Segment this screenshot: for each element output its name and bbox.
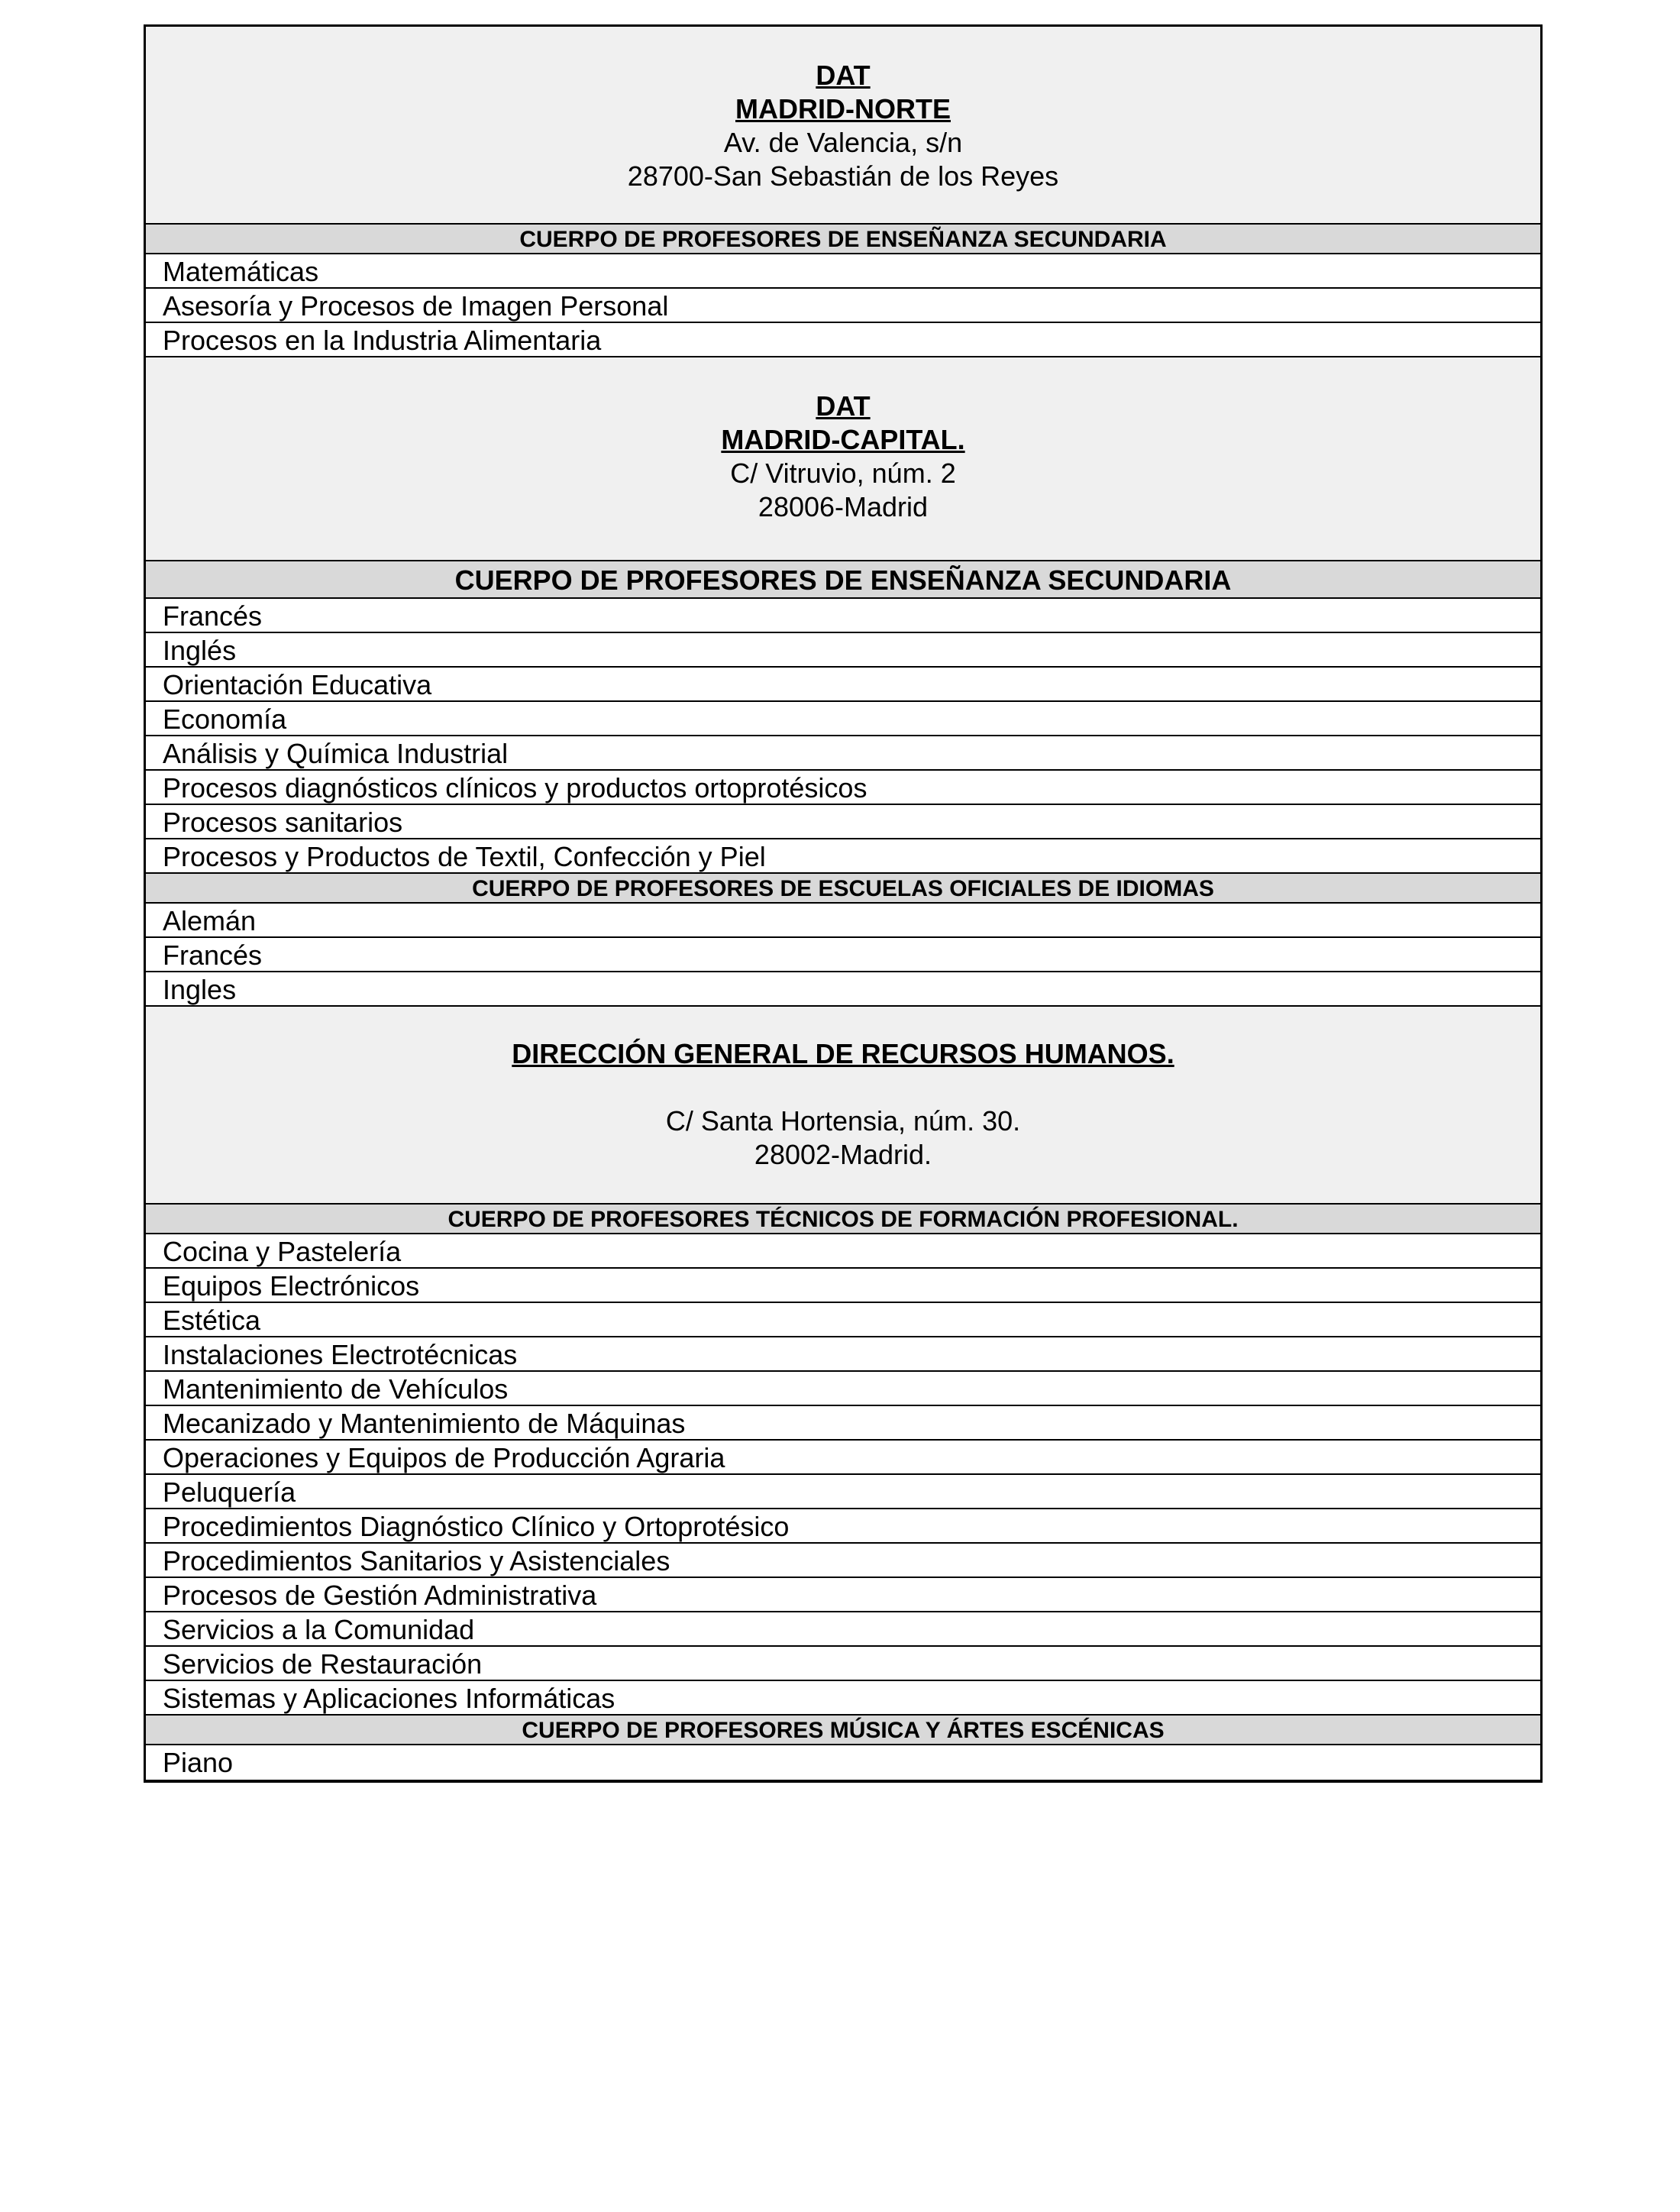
office-city: 28700-San Sebastián de los Reyes — [627, 160, 1059, 192]
office-address: Av. de Valencia, s/n — [723, 127, 963, 158]
specialty-row: Mantenimiento de Vehículos — [146, 1372, 1540, 1406]
office-header-dg-recursos-humanos — [146, 1007, 1540, 1205]
office-city: 28006-Madrid — [758, 491, 929, 522]
office-type: DAT — [816, 390, 871, 422]
specialty-row: Francés — [146, 599, 1540, 633]
specialty-row: Procesos en la Industria Alimentaria — [146, 323, 1540, 357]
specialty-row: Francés — [146, 938, 1540, 972]
specialty-row: Cocina y Pastelería — [146, 1234, 1540, 1269]
section-heading: CUERPO DE PROFESORES DE ENSEÑANZA SECUNDARIA — [146, 225, 1540, 254]
office-address: C/ Vitruvio, núm. 2 — [730, 458, 956, 489]
specialty-row: Procedimientos Sanitarios y Asistenciales — [146, 1544, 1540, 1578]
office-type: DAT — [816, 60, 871, 91]
specialty-row: Peluquería — [146, 1475, 1540, 1509]
specialty-row: Servicios de Restauración — [146, 1647, 1540, 1681]
specialty-row: Ingles — [146, 972, 1540, 1007]
specialty-row: Inglés — [146, 633, 1540, 668]
office-city: 28002-Madrid. — [754, 1139, 932, 1170]
specialty-row: Sistemas y Aplicaciones Informáticas — [146, 1681, 1540, 1716]
office-name: DIRECCIÓN GENERAL DE RECURSOS HUMANOS. — [512, 1038, 1174, 1069]
section-heading: CUERPO DE PROFESORES TÉCNICOS DE FORMACIÓN PROFESIONAL. — [146, 1205, 1540, 1234]
section-heading: CUERPO DE PROFESORES DE ENSEÑANZA SECUNDARIA — [146, 561, 1540, 599]
section-heading: CUERPO DE PROFESORES MÚSICA Y ÁRTES ESCÉNICAS — [146, 1716, 1540, 1745]
specialty-row: Servicios a la Comunidad — [146, 1612, 1540, 1647]
specialty-row: Economía — [146, 702, 1540, 736]
specialty-row: Procesos diagnósticos clínicos y productos ortoprotésicos — [146, 771, 1540, 805]
specialty-row: Asesoría y Procesos de Imagen Personal — [146, 289, 1540, 323]
office-name: MADRID-NORTE — [735, 93, 951, 125]
specialty-row: Operaciones y Equipos de Producción Agraria — [146, 1441, 1540, 1475]
specialty-row: Procedimientos Diagnóstico Clínico y Ortoprotésico — [146, 1509, 1540, 1544]
specialty-row: Estética — [146, 1303, 1540, 1337]
specialty-row: Instalaciones Electrotécnicas — [146, 1337, 1540, 1372]
spacer — [146, 1071, 1540, 1104]
specialty-row: Procesos sanitarios — [146, 805, 1540, 839]
office-header-madrid-capital — [146, 357, 1540, 561]
specialty-row: Piano — [163, 1747, 234, 1778]
office-header-madrid-norte — [146, 27, 1540, 225]
specialty-row: Mecanizado y Mantenimiento de Máquinas — [146, 1406, 1540, 1441]
specialty-row: Equipos Electrónicos — [146, 1269, 1540, 1303]
section-heading: CUERPO DE PROFESORES DE ESCUELAS OFICIALES DE IDIOMAS — [146, 874, 1540, 904]
specialty-row: Procesos y Productos de Textil, Confección y Piel — [146, 839, 1540, 874]
specialty-row: Procesos de Gestión Administrativa — [146, 1578, 1540, 1612]
office-address: C/ Santa Hortensia, núm. 30. — [665, 1105, 1021, 1137]
document-table — [144, 24, 1543, 1783]
specialty-row: Matemáticas — [146, 254, 1540, 289]
specialty-row: Orientación Educativa — [146, 668, 1540, 702]
specialty-row: Análisis y Química Industrial — [146, 736, 1540, 771]
office-name: MADRID-CAPITAL. — [721, 424, 965, 455]
specialty-row: Alemán — [146, 904, 1540, 938]
